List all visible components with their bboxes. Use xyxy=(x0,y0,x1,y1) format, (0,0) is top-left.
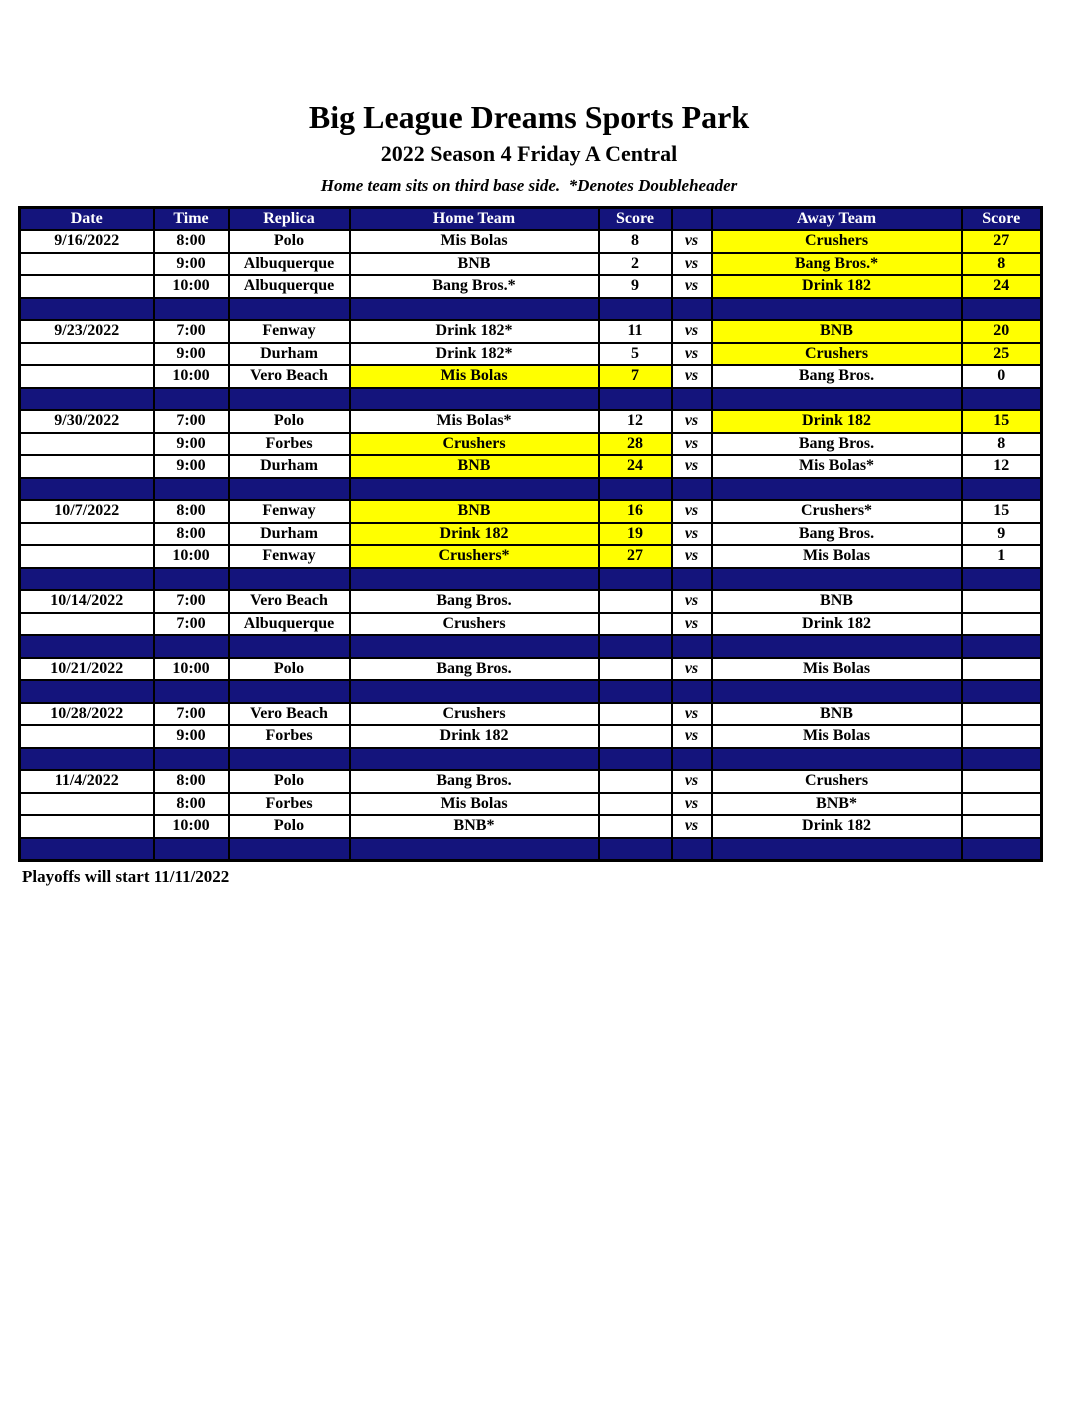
table-header-row xyxy=(20,208,1042,231)
separator-cell xyxy=(154,748,229,771)
page-content xyxy=(18,0,1040,887)
vs-label: vs xyxy=(672,365,712,388)
away-score-cell xyxy=(962,613,1042,636)
date-cell xyxy=(20,253,154,276)
away-team-cell: Crushers* xyxy=(712,500,962,523)
home-score-cell: 28 xyxy=(599,433,672,456)
home-score-cell xyxy=(599,658,672,681)
away-team-cell: Mis Bolas xyxy=(712,658,962,681)
date-cell xyxy=(20,275,154,298)
date-cell xyxy=(20,455,154,478)
home-score-cell: 12 xyxy=(599,410,672,433)
table-header-time: Time xyxy=(154,208,229,231)
replica-cell: Durham xyxy=(229,523,350,546)
separator-cell xyxy=(20,748,154,771)
separator-cell xyxy=(350,838,599,861)
time-cell: 10:00 xyxy=(154,275,229,298)
separator-cell xyxy=(672,388,712,411)
away-score-cell: 8 xyxy=(962,253,1042,276)
separator-cell xyxy=(962,478,1042,501)
game-row xyxy=(20,433,1042,456)
vs-label: vs xyxy=(672,658,712,681)
game-row xyxy=(20,725,1042,748)
separator-cell xyxy=(962,388,1042,411)
replica-cell: Vero Beach xyxy=(229,703,350,726)
separator-cell xyxy=(350,568,599,591)
time-cell: 7:00 xyxy=(154,703,229,726)
replica-cell: Forbes xyxy=(229,793,350,816)
game-row xyxy=(20,770,1042,793)
replica-cell: Forbes xyxy=(229,433,350,456)
vs-label: vs xyxy=(672,275,712,298)
separator-cell xyxy=(20,298,154,321)
separator-cell xyxy=(20,838,154,861)
away-score-cell: 12 xyxy=(962,455,1042,478)
separator-row xyxy=(20,635,1042,658)
home-score-cell: 8 xyxy=(599,230,672,253)
game-row xyxy=(20,658,1042,681)
away-team-cell: Drink 182 xyxy=(712,410,962,433)
separator-cell xyxy=(712,568,962,591)
replica-cell: Albuquerque xyxy=(229,275,350,298)
separator-cell xyxy=(229,748,350,771)
home-team-cell: Drink 182 xyxy=(350,725,599,748)
table-header-away-score: Score xyxy=(962,208,1042,231)
vs-label: vs xyxy=(672,590,712,613)
separator-cell xyxy=(20,680,154,703)
game-row xyxy=(20,320,1042,343)
away-team-cell: BNB xyxy=(712,590,962,613)
game-row xyxy=(20,545,1042,568)
separator-cell xyxy=(20,478,154,501)
home-team-cell: Drink 182* xyxy=(350,320,599,343)
home-team-cell: Crushers xyxy=(350,703,599,726)
home-team-cell: Crushers* xyxy=(350,545,599,568)
date-cell: 10/7/2022 xyxy=(20,500,154,523)
separator-cell xyxy=(350,298,599,321)
separator-cell xyxy=(962,680,1042,703)
separator-row xyxy=(20,748,1042,771)
page-title: Big League Dreams Sports Park xyxy=(308,99,750,135)
separator-cell xyxy=(599,298,672,321)
home-team-cell: Mis Bolas xyxy=(350,793,599,816)
separator-cell xyxy=(229,838,350,861)
playoffs-footer: Playoffs will start 11/11/2022 xyxy=(22,866,230,886)
date-cell xyxy=(20,523,154,546)
replica-cell: Albuquerque xyxy=(229,253,350,276)
replica-cell: Polo xyxy=(229,410,350,433)
away-team-cell: Crushers xyxy=(712,770,962,793)
home-team-cell: Drink 182* xyxy=(350,343,599,366)
home-score-cell: 7 xyxy=(599,365,672,388)
separator-cell xyxy=(154,838,229,861)
table-header-home-team: Home Team xyxy=(350,208,599,231)
separator-cell xyxy=(599,748,672,771)
vs-label: vs xyxy=(672,545,712,568)
vs-label: vs xyxy=(672,230,712,253)
home-score-cell: 24 xyxy=(599,455,672,478)
vs-label: vs xyxy=(672,815,712,838)
vs-label: vs xyxy=(672,320,712,343)
separator-cell xyxy=(599,568,672,591)
date-cell: 11/4/2022 xyxy=(20,770,154,793)
replica-cell: Fenway xyxy=(229,545,350,568)
time-cell: 8:00 xyxy=(154,523,229,546)
separator-cell xyxy=(672,680,712,703)
home-score-cell xyxy=(599,725,672,748)
time-cell: 8:00 xyxy=(154,230,229,253)
away-score-cell: 25 xyxy=(962,343,1042,366)
separator-row xyxy=(20,478,1042,501)
separator-cell xyxy=(962,838,1042,861)
away-team-cell: Mis Bolas xyxy=(712,725,962,748)
time-cell: 9:00 xyxy=(154,343,229,366)
away-score-cell: 15 xyxy=(962,410,1042,433)
away-team-cell: Drink 182 xyxy=(712,275,962,298)
home-score-cell: 2 xyxy=(599,253,672,276)
separator-row xyxy=(20,838,1042,861)
separator-cell xyxy=(20,568,154,591)
time-cell: 7:00 xyxy=(154,590,229,613)
time-cell: 10:00 xyxy=(154,658,229,681)
separator-cell xyxy=(712,838,962,861)
home-team-cell: BNB xyxy=(350,500,599,523)
replica-cell: Fenway xyxy=(229,320,350,343)
away-score-cell xyxy=(962,725,1042,748)
vs-label: vs xyxy=(672,410,712,433)
separator-cell xyxy=(350,478,599,501)
separator-row xyxy=(20,568,1042,591)
date-cell xyxy=(20,725,154,748)
home-team-cell: BNB* xyxy=(350,815,599,838)
away-score-cell: 1 xyxy=(962,545,1042,568)
separator-cell xyxy=(599,635,672,658)
home-team-cell: Mis Bolas* xyxy=(350,410,599,433)
home-score-cell xyxy=(599,703,672,726)
home-team-cell: Drink 182 xyxy=(350,523,599,546)
vs-label: vs xyxy=(672,725,712,748)
replica-cell: Albuquerque xyxy=(229,613,350,636)
away-team-cell: Drink 182 xyxy=(712,815,962,838)
separator-cell xyxy=(672,748,712,771)
game-row xyxy=(20,455,1042,478)
game-row xyxy=(20,590,1042,613)
table-header-replica: Replica xyxy=(229,208,350,231)
separator-cell xyxy=(599,388,672,411)
time-cell: 8:00 xyxy=(154,770,229,793)
separator-cell xyxy=(154,298,229,321)
date-cell: 10/14/2022 xyxy=(20,590,154,613)
separator-cell xyxy=(350,388,599,411)
separator-cell xyxy=(599,838,672,861)
home-score-cell: 5 xyxy=(599,343,672,366)
game-row xyxy=(20,343,1042,366)
away-team-cell: BNB* xyxy=(712,793,962,816)
replica-cell: Polo xyxy=(229,658,350,681)
replica-cell: Polo xyxy=(229,770,350,793)
separator-cell xyxy=(229,635,350,658)
home-score-cell: 27 xyxy=(599,545,672,568)
time-cell: 10:00 xyxy=(154,545,229,568)
time-cell: 9:00 xyxy=(154,455,229,478)
game-row xyxy=(20,793,1042,816)
separator-cell xyxy=(712,478,962,501)
away-team-cell: BNB xyxy=(712,703,962,726)
away-score-cell: 20 xyxy=(962,320,1042,343)
separator-cell xyxy=(672,478,712,501)
away-score-cell xyxy=(962,770,1042,793)
date-cell: 10/28/2022 xyxy=(20,703,154,726)
separator-cell xyxy=(672,635,712,658)
separator-cell xyxy=(229,680,350,703)
page-note: Home team sits on third base side. *Denotes Doubleheader xyxy=(320,176,738,196)
home-team-cell: Bang Bros.* xyxy=(350,275,599,298)
replica-cell: Polo xyxy=(229,815,350,838)
separator-row xyxy=(20,298,1042,321)
separator-cell xyxy=(712,298,962,321)
separator-cell xyxy=(672,838,712,861)
game-row xyxy=(20,410,1042,433)
time-cell: 9:00 xyxy=(154,725,229,748)
date-cell xyxy=(20,343,154,366)
separator-row xyxy=(20,388,1042,411)
game-row xyxy=(20,365,1042,388)
vs-label: vs xyxy=(672,523,712,546)
home-score-cell xyxy=(599,590,672,613)
date-cell xyxy=(20,365,154,388)
separator-cell xyxy=(599,478,672,501)
away-score-cell: 8 xyxy=(962,433,1042,456)
home-team-cell: BNB xyxy=(350,253,599,276)
home-score-cell xyxy=(599,613,672,636)
vs-label: vs xyxy=(672,703,712,726)
time-cell: 7:00 xyxy=(154,613,229,636)
separator-cell xyxy=(229,388,350,411)
page-subtitle: 2022 Season 4 Friday A Central xyxy=(380,141,678,167)
vs-label: vs xyxy=(672,455,712,478)
date-cell xyxy=(20,433,154,456)
away-score-cell xyxy=(962,815,1042,838)
date-cell: 9/23/2022 xyxy=(20,320,154,343)
away-score-cell: 27 xyxy=(962,230,1042,253)
away-team-cell: Mis Bolas xyxy=(712,545,962,568)
home-team-cell: BNB xyxy=(350,455,599,478)
game-row xyxy=(20,815,1042,838)
away-score-cell: 15 xyxy=(962,500,1042,523)
replica-cell: Fenway xyxy=(229,500,350,523)
vs-label: vs xyxy=(672,770,712,793)
separator-cell xyxy=(350,748,599,771)
away-score-cell: 24 xyxy=(962,275,1042,298)
time-cell: 8:00 xyxy=(154,793,229,816)
separator-cell xyxy=(154,635,229,658)
separator-row xyxy=(20,680,1042,703)
home-team-cell: Bang Bros. xyxy=(350,770,599,793)
separator-cell xyxy=(229,478,350,501)
date-cell: 10/21/2022 xyxy=(20,658,154,681)
separator-cell xyxy=(712,388,962,411)
home-team-cell: Bang Bros. xyxy=(350,658,599,681)
time-cell: 7:00 xyxy=(154,320,229,343)
separator-cell xyxy=(154,680,229,703)
home-score-cell xyxy=(599,793,672,816)
time-cell: 9:00 xyxy=(154,433,229,456)
vs-label: vs xyxy=(672,793,712,816)
home-team-cell: Crushers xyxy=(350,433,599,456)
home-score-cell xyxy=(599,815,672,838)
separator-cell xyxy=(962,635,1042,658)
replica-cell: Vero Beach xyxy=(229,365,350,388)
separator-cell xyxy=(712,635,962,658)
replica-cell: Forbes xyxy=(229,725,350,748)
separator-cell xyxy=(599,680,672,703)
separator-cell xyxy=(672,568,712,591)
date-cell: 9/30/2022 xyxy=(20,410,154,433)
vs-label: vs xyxy=(672,500,712,523)
date-cell: 9/16/2022 xyxy=(20,230,154,253)
time-cell: 7:00 xyxy=(154,410,229,433)
away-score-cell: 9 xyxy=(962,523,1042,546)
home-team-cell: Bang Bros. xyxy=(350,590,599,613)
separator-cell xyxy=(229,568,350,591)
table-header-date: Date xyxy=(20,208,154,231)
time-cell: 9:00 xyxy=(154,253,229,276)
replica-cell: Vero Beach xyxy=(229,590,350,613)
replica-cell: Durham xyxy=(229,343,350,366)
replica-cell: Polo xyxy=(229,230,350,253)
game-row xyxy=(20,230,1042,253)
away-team-cell: Bang Bros. xyxy=(712,523,962,546)
away-team-cell: Bang Bros. xyxy=(712,365,962,388)
game-row xyxy=(20,500,1042,523)
away-score-cell xyxy=(962,793,1042,816)
separator-cell xyxy=(154,478,229,501)
schedule-table xyxy=(18,206,1043,862)
home-team-cell: Mis Bolas xyxy=(350,230,599,253)
home-score-cell xyxy=(599,770,672,793)
time-cell: 10:00 xyxy=(154,815,229,838)
game-row xyxy=(20,253,1042,276)
date-cell xyxy=(20,793,154,816)
separator-cell xyxy=(962,298,1042,321)
separator-cell xyxy=(962,568,1042,591)
separator-cell xyxy=(350,635,599,658)
replica-cell: Durham xyxy=(229,455,350,478)
date-cell xyxy=(20,545,154,568)
game-row xyxy=(20,613,1042,636)
home-score-cell: 9 xyxy=(599,275,672,298)
separator-cell xyxy=(20,388,154,411)
separator-cell xyxy=(154,568,229,591)
separator-cell xyxy=(672,298,712,321)
away-team-cell: BNB xyxy=(712,320,962,343)
game-row xyxy=(20,703,1042,726)
table-header-away-team: Away Team xyxy=(712,208,962,231)
home-team-cell: Mis Bolas xyxy=(350,365,599,388)
away-team-cell: Mis Bolas* xyxy=(712,455,962,478)
time-cell: 10:00 xyxy=(154,365,229,388)
home-score-cell: 16 xyxy=(599,500,672,523)
vs-label: vs xyxy=(672,433,712,456)
away-score-cell xyxy=(962,658,1042,681)
separator-cell xyxy=(962,748,1042,771)
separator-cell xyxy=(154,388,229,411)
game-row xyxy=(20,523,1042,546)
vs-label: vs xyxy=(672,343,712,366)
separator-cell xyxy=(20,635,154,658)
game-row xyxy=(20,275,1042,298)
away-team-cell: Crushers xyxy=(712,343,962,366)
away-score-cell xyxy=(962,703,1042,726)
away-score-cell: 0 xyxy=(962,365,1042,388)
time-cell: 8:00 xyxy=(154,500,229,523)
home-score-cell: 19 xyxy=(599,523,672,546)
separator-cell xyxy=(350,680,599,703)
home-score-cell: 11 xyxy=(599,320,672,343)
away-team-cell: Bang Bros. xyxy=(712,433,962,456)
away-team-cell: Bang Bros.* xyxy=(712,253,962,276)
separator-cell xyxy=(712,680,962,703)
vs-label: vs xyxy=(672,253,712,276)
vs-label: vs xyxy=(672,613,712,636)
table-header-home-score: Score xyxy=(599,208,672,231)
date-cell xyxy=(20,815,154,838)
away-score-cell xyxy=(962,590,1042,613)
away-team-cell: Drink 182 xyxy=(712,613,962,636)
home-team-cell: Crushers xyxy=(350,613,599,636)
date-cell xyxy=(20,613,154,636)
table-body xyxy=(20,230,1042,860)
separator-cell xyxy=(229,298,350,321)
table-header-vs xyxy=(672,208,712,231)
away-team-cell: Crushers xyxy=(712,230,962,253)
separator-cell xyxy=(712,748,962,771)
